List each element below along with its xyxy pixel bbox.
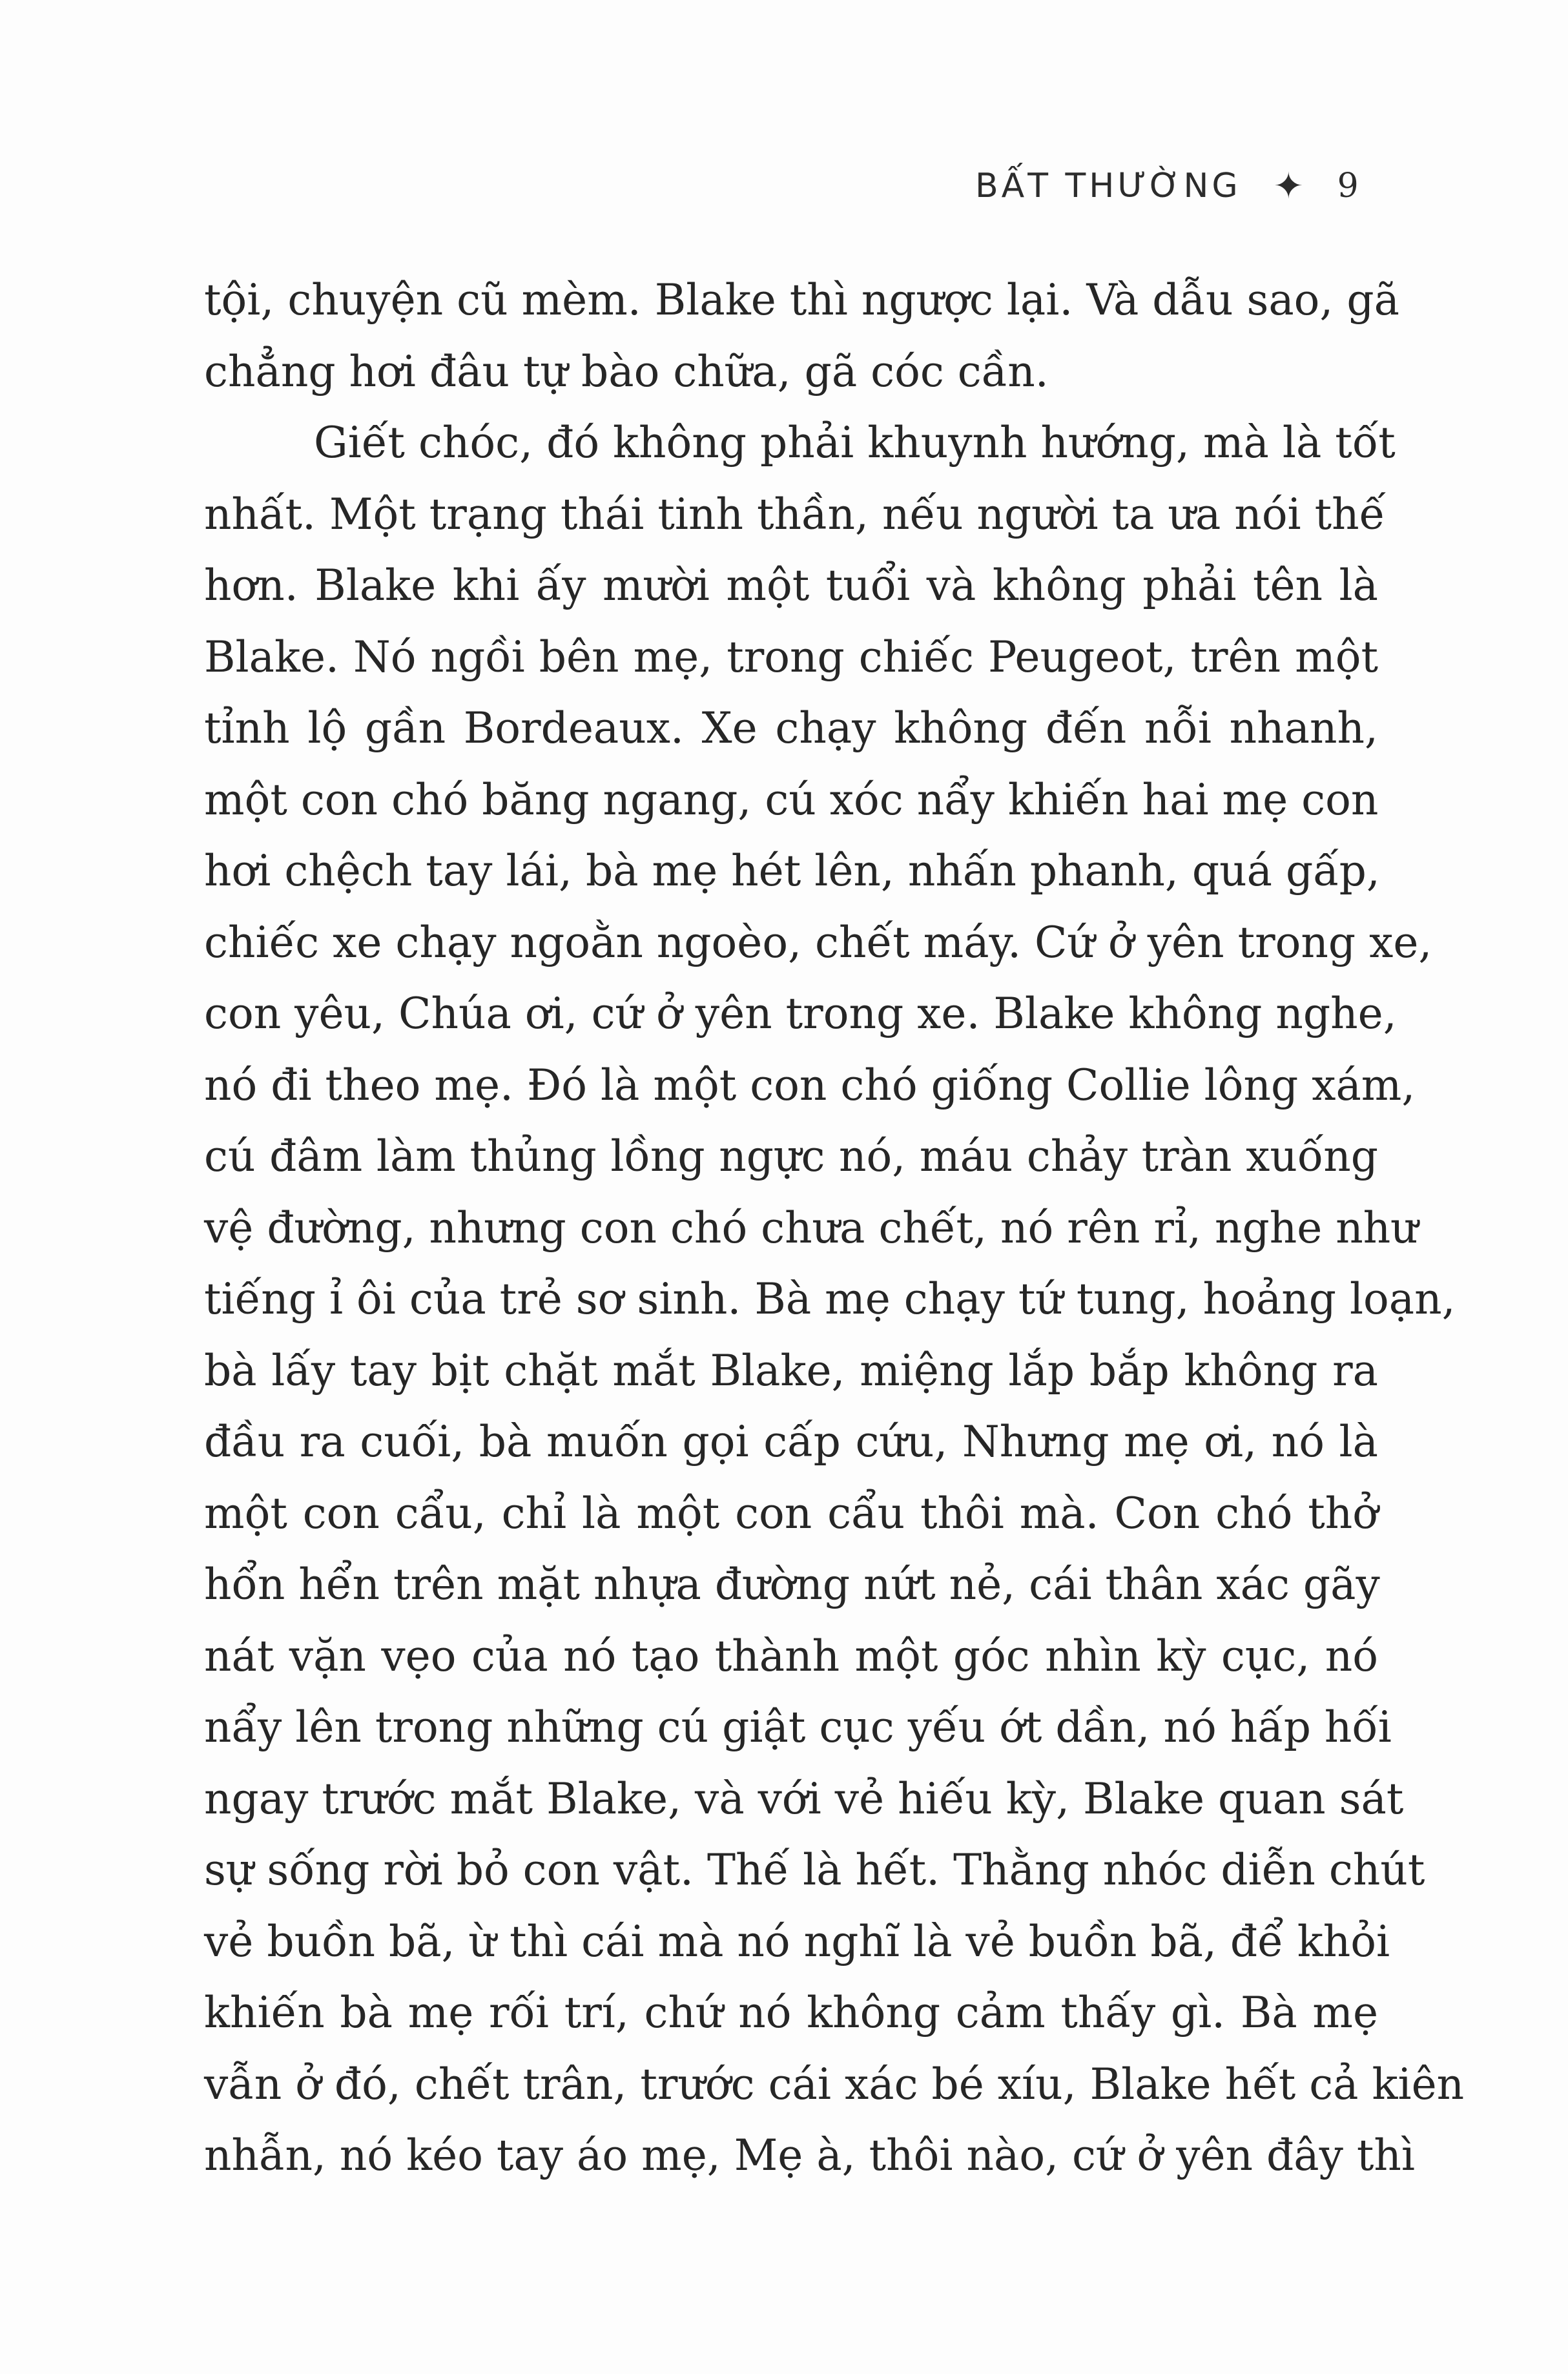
text-line: Giết chóc, đó không phải khuynh hướng, mà là tốt — [314, 418, 1396, 468]
text-line: tội, chuyện cũ mèm. Blake thì ngược lại. Và dẫu sao, gã — [204, 275, 1399, 325]
chapter-title: BẤT THƯỜNG — [975, 167, 1241, 205]
text-line: chiếc xe chạy ngoằn ngoèo, chết máy. Cứ ở yên trong xe, — [204, 917, 1432, 967]
text-line: tỉnh lộ gần Bordeaux. Xe chạy không đến nỗi nhanh, — [204, 703, 1378, 753]
text-line: nhẫn, nó kéo tay áo mẹ, Mẹ à, thôi nào, cứ ở yên đây thì — [204, 2131, 1416, 2180]
text-line: hơi chệch tay lái, bà mẹ hét lên, nhấn phanh, quá gấp, — [204, 846, 1380, 896]
text-line: nát vặn vẹo của nó tạo thành một góc nhìn kỳ cục, nó — [204, 1631, 1378, 1681]
separator-ornament-icon: ✦ — [1273, 165, 1304, 207]
text-line: Blake. Nó ngồi bên mẹ, trong chiếc Peugeot, trên một — [204, 632, 1378, 682]
text-line: một con chó băng ngang, cú xóc nẩy khiến hai mẹ con — [204, 774, 1379, 825]
text-line: khiến bà mẹ rối trí, chứ nó không cảm thấy gì. Bà mẹ — [204, 1988, 1378, 2038]
text-line: nhất. Một trạng thái tinh thần, nếu người ta ưa nói thế — [204, 489, 1386, 539]
text-line: ngay trước mắt Blake, và với vẻ hiếu kỳ, Blake quan sát — [204, 1773, 1404, 1824]
text-line: đầu ra cuối, bà muốn gọi cấp cứu, Nhưng mẹ ơi, nó là — [204, 1417, 1378, 1467]
text-line: vẫn ở đó, chết trân, trước cái xác bé xíu, Blake hết cả kiên — [204, 2059, 1465, 2109]
text-line: chẳng hơi đâu tự bào chữa, gã cóc cần. — [204, 346, 1049, 397]
text-line: nẩy lên trong những cú giật cục yếu ớt dần, nó hấp hối — [204, 1702, 1392, 1752]
text-line: tiếng ỉ ôi của trẻ sơ sinh. Bà mẹ chạy tứ tung, hoảng loạn, — [204, 1274, 1456, 1324]
text-line: một con cẩu, chỉ là một con cẩu thôi mà. Con chó thở — [204, 1488, 1378, 1538]
text-line: hổn hển trên mặt nhựa đường nứt nẻ, cái thân xác gãy — [204, 1560, 1380, 1609]
text-line: bà lấy tay bịt chặt mắt Blake, miệng lắp bắp không ra — [204, 1345, 1378, 1396]
text-line: nó đi theo mẹ. Đó là một con chó giống Collie lông xám, — [204, 1060, 1416, 1110]
page-number: 9 — [1337, 167, 1359, 205]
text-line: con yêu, Chúa ơi, cứ ở yên trong xe. Blake không nghe, — [204, 989, 1397, 1038]
running-header — [975, 160, 1359, 212]
body-text — [204, 265, 1465, 2192]
text-line: sự sống rời bỏ con vật. Thế là hết. Thằng nhóc diễn chút — [204, 1845, 1425, 1895]
text-line: vệ đường, nhưng con chó chưa chết, nó rên rỉ, nghe như — [204, 1202, 1418, 1253]
text-line: hơn. Blake khi ấy mười một tuổi và không phải tên là — [204, 561, 1378, 610]
text-line: cú đâm làm thủng lồng ngực nó, máu chảy tràn xuống — [204, 1131, 1378, 1181]
text-line: vẻ buồn bã, ừ thì cái mà nó nghĩ là vẻ buồn bã, để khỏi — [204, 1916, 1390, 1966]
